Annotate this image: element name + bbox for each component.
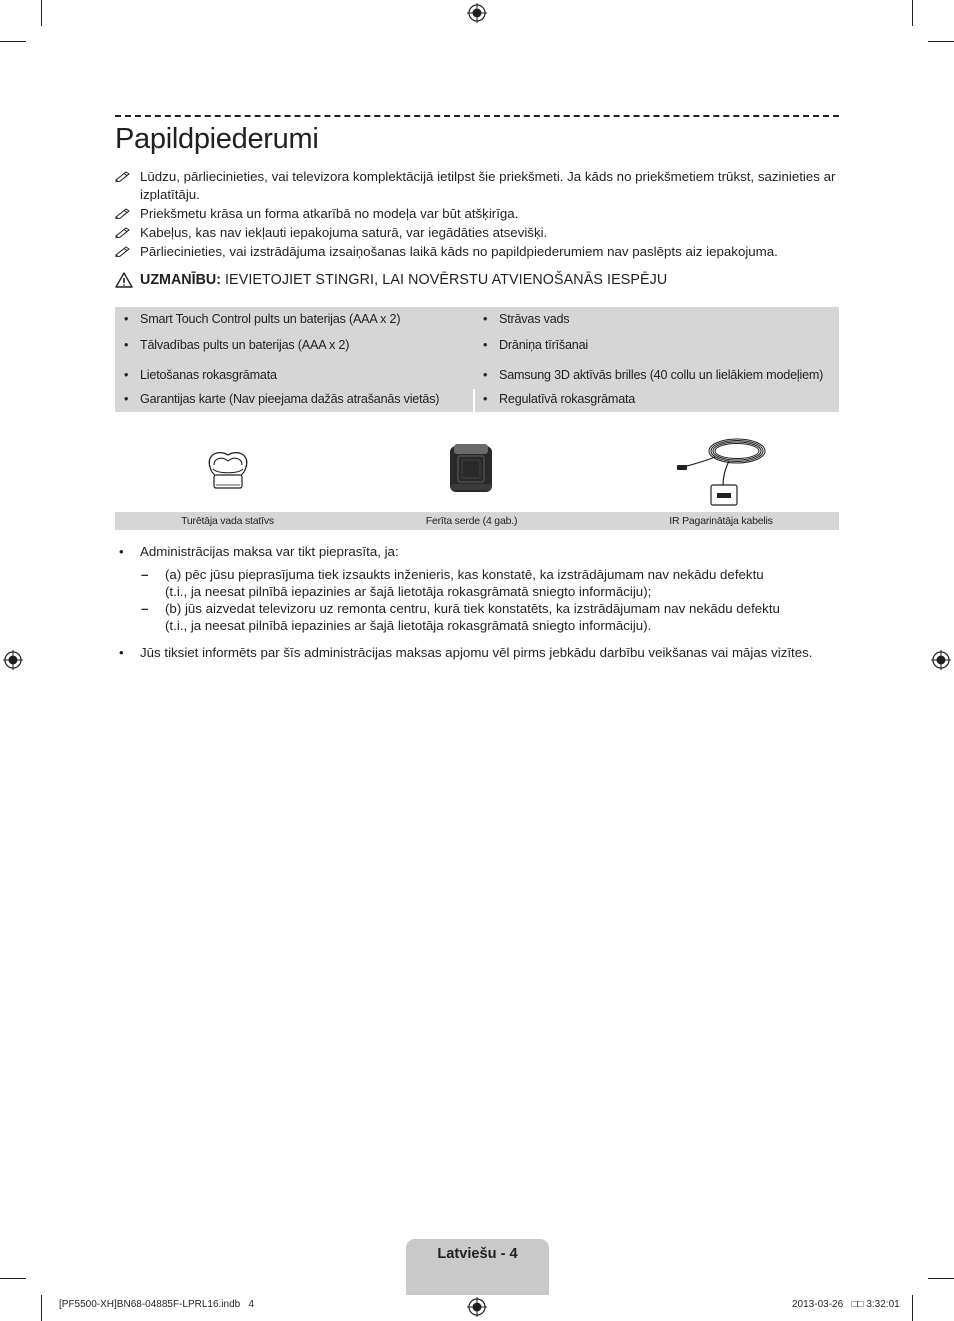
caution-heading bbox=[115, 272, 839, 288]
note-item bbox=[115, 205, 839, 223]
section-divider bbox=[115, 115, 839, 117]
accessory-item: • Garantijas karte (Nav pieejama dažās atrašanās vietās) bbox=[115, 388, 473, 410]
accessory-item: • Lietošanas rokasgrāmata bbox=[115, 364, 277, 386]
fee-case-a bbox=[115, 566, 839, 600]
registration-mark-icon bbox=[931, 650, 951, 670]
accessory-item: • Drāniņa tīrīšanai bbox=[474, 334, 588, 356]
note-item bbox=[115, 243, 839, 261]
crop-mark bbox=[41, 1295, 42, 1321]
pencil-note-icon bbox=[115, 245, 131, 257]
crop-mark bbox=[928, 1278, 954, 1279]
accessory-item: • Tālvadības pults un baterijas (AAA x 2) bbox=[115, 334, 349, 356]
accessory-item: • Regulatīvā rokasgrāmata bbox=[474, 388, 635, 410]
table-divider bbox=[473, 389, 475, 412]
note-text: Pārliecinieties, vai izstrādājuma izsaiņošanas laikā kāds no papildpiederumiem nav paslēpts aiz iepakojuma. bbox=[140, 243, 778, 259]
fee-outro: • Jūs tiksiet informēts par šīs administrācijas maksas apjomu vēl pirms jebkādu darbību veikšanas vai mājas vizītes. bbox=[115, 644, 839, 661]
cable-holder-icon bbox=[204, 445, 252, 491]
timestamp-imprint: 2013-03-26 □□ 3:32:01 bbox=[792, 1299, 900, 1310]
ir-extender-cable-icon bbox=[675, 427, 773, 511]
fee-case-b bbox=[115, 600, 839, 634]
accessory-item: • Samsung 3D aktīvās brilles (40 collu un lielākiem modeļiem) bbox=[474, 364, 823, 386]
fee-case-a-line1: – (a) pēc jūsu pieprasījuma tiek izsaukts inženieris, kas konstatē, ka izstrādājumam nav nekādu defektu bbox=[165, 567, 764, 582]
registration-mark-icon bbox=[467, 3, 487, 23]
notes-list bbox=[115, 168, 839, 262]
accessory-item: • Strāvas vads bbox=[474, 308, 569, 330]
image-caption: IR Pagarinātāja kabelis bbox=[669, 515, 773, 527]
caution-text: IEVIETOJIET STINGRI, LAI NOVĒRSTU ATVIENOŠANĀS IESPĒJU bbox=[224, 272, 668, 288]
file-imprint: [PF5500-XH]BN68-04885F-LPRL16.indb 4 bbox=[59, 1299, 255, 1310]
note-text: Kabeļus, kas nav iekļauti iepakojuma saturā, var iegādāties atsevišķi. bbox=[140, 224, 548, 240]
fee-case-a-line2: (t.i., ja neesat pilnībā iepazinies ar šajā lietotāja rokasgrāmatā sniegto informāciju); bbox=[165, 584, 652, 599]
accessory-item: • Smart Touch Control pults un baterijas (AAA x 2) bbox=[115, 308, 400, 330]
administration-fees bbox=[115, 543, 839, 661]
image-caption: Ferīta serde (4 gab.) bbox=[425, 515, 518, 527]
fee-intro: • Administrācijas maksa var tikt pieprasīta, ja: bbox=[115, 543, 839, 560]
image-caption: Turētāja vada statīvs bbox=[181, 515, 274, 527]
registration-mark-icon bbox=[467, 1297, 487, 1317]
fee-case-b-line2: (t.i., ja neesat pilnībā iepazinies ar šajā lietotāja rokasgrāmatā sniegto informāciju). bbox=[165, 618, 652, 633]
pencil-note-icon bbox=[115, 170, 131, 182]
warning-triangle-icon bbox=[115, 272, 133, 288]
accessories-table bbox=[115, 307, 839, 412]
note-item bbox=[115, 168, 839, 203]
page-title: Papildpiederumi bbox=[115, 123, 319, 155]
crop-mark bbox=[41, 0, 42, 26]
image-caption-bar bbox=[115, 512, 839, 530]
note-text: Lūdzu, pārliecinieties, vai televizora komplektācijā ietilpst šie priekšmeti. Ja kāds no priekšmetiem trūkst, sazinieties ar izplatītāju. bbox=[140, 169, 836, 202]
caution-prefix: UZMANĪBU: bbox=[140, 272, 221, 288]
crop-mark bbox=[0, 1278, 26, 1279]
fee-case-b-line1: – (b) jūs aizvedat televizoru uz remonta centru, kurā tiek konstatēts, ka izstrādājumam nav nekādu defektu bbox=[165, 601, 780, 616]
crop-mark bbox=[928, 41, 954, 42]
note-item bbox=[115, 224, 839, 242]
pencil-note-icon bbox=[115, 226, 131, 238]
page-number: Latviešu - 4 bbox=[437, 1246, 518, 1262]
registration-mark-icon bbox=[3, 650, 23, 670]
ferrite-core-icon bbox=[448, 442, 494, 494]
crop-mark bbox=[0, 41, 26, 42]
crop-mark bbox=[912, 0, 913, 26]
pencil-note-icon bbox=[115, 207, 131, 219]
accessory-images bbox=[115, 425, 839, 515]
crop-mark bbox=[912, 1295, 913, 1321]
note-text: Priekšmetu krāsa un forma atkarībā no modeļa var būt atšķirīga. bbox=[140, 205, 519, 221]
